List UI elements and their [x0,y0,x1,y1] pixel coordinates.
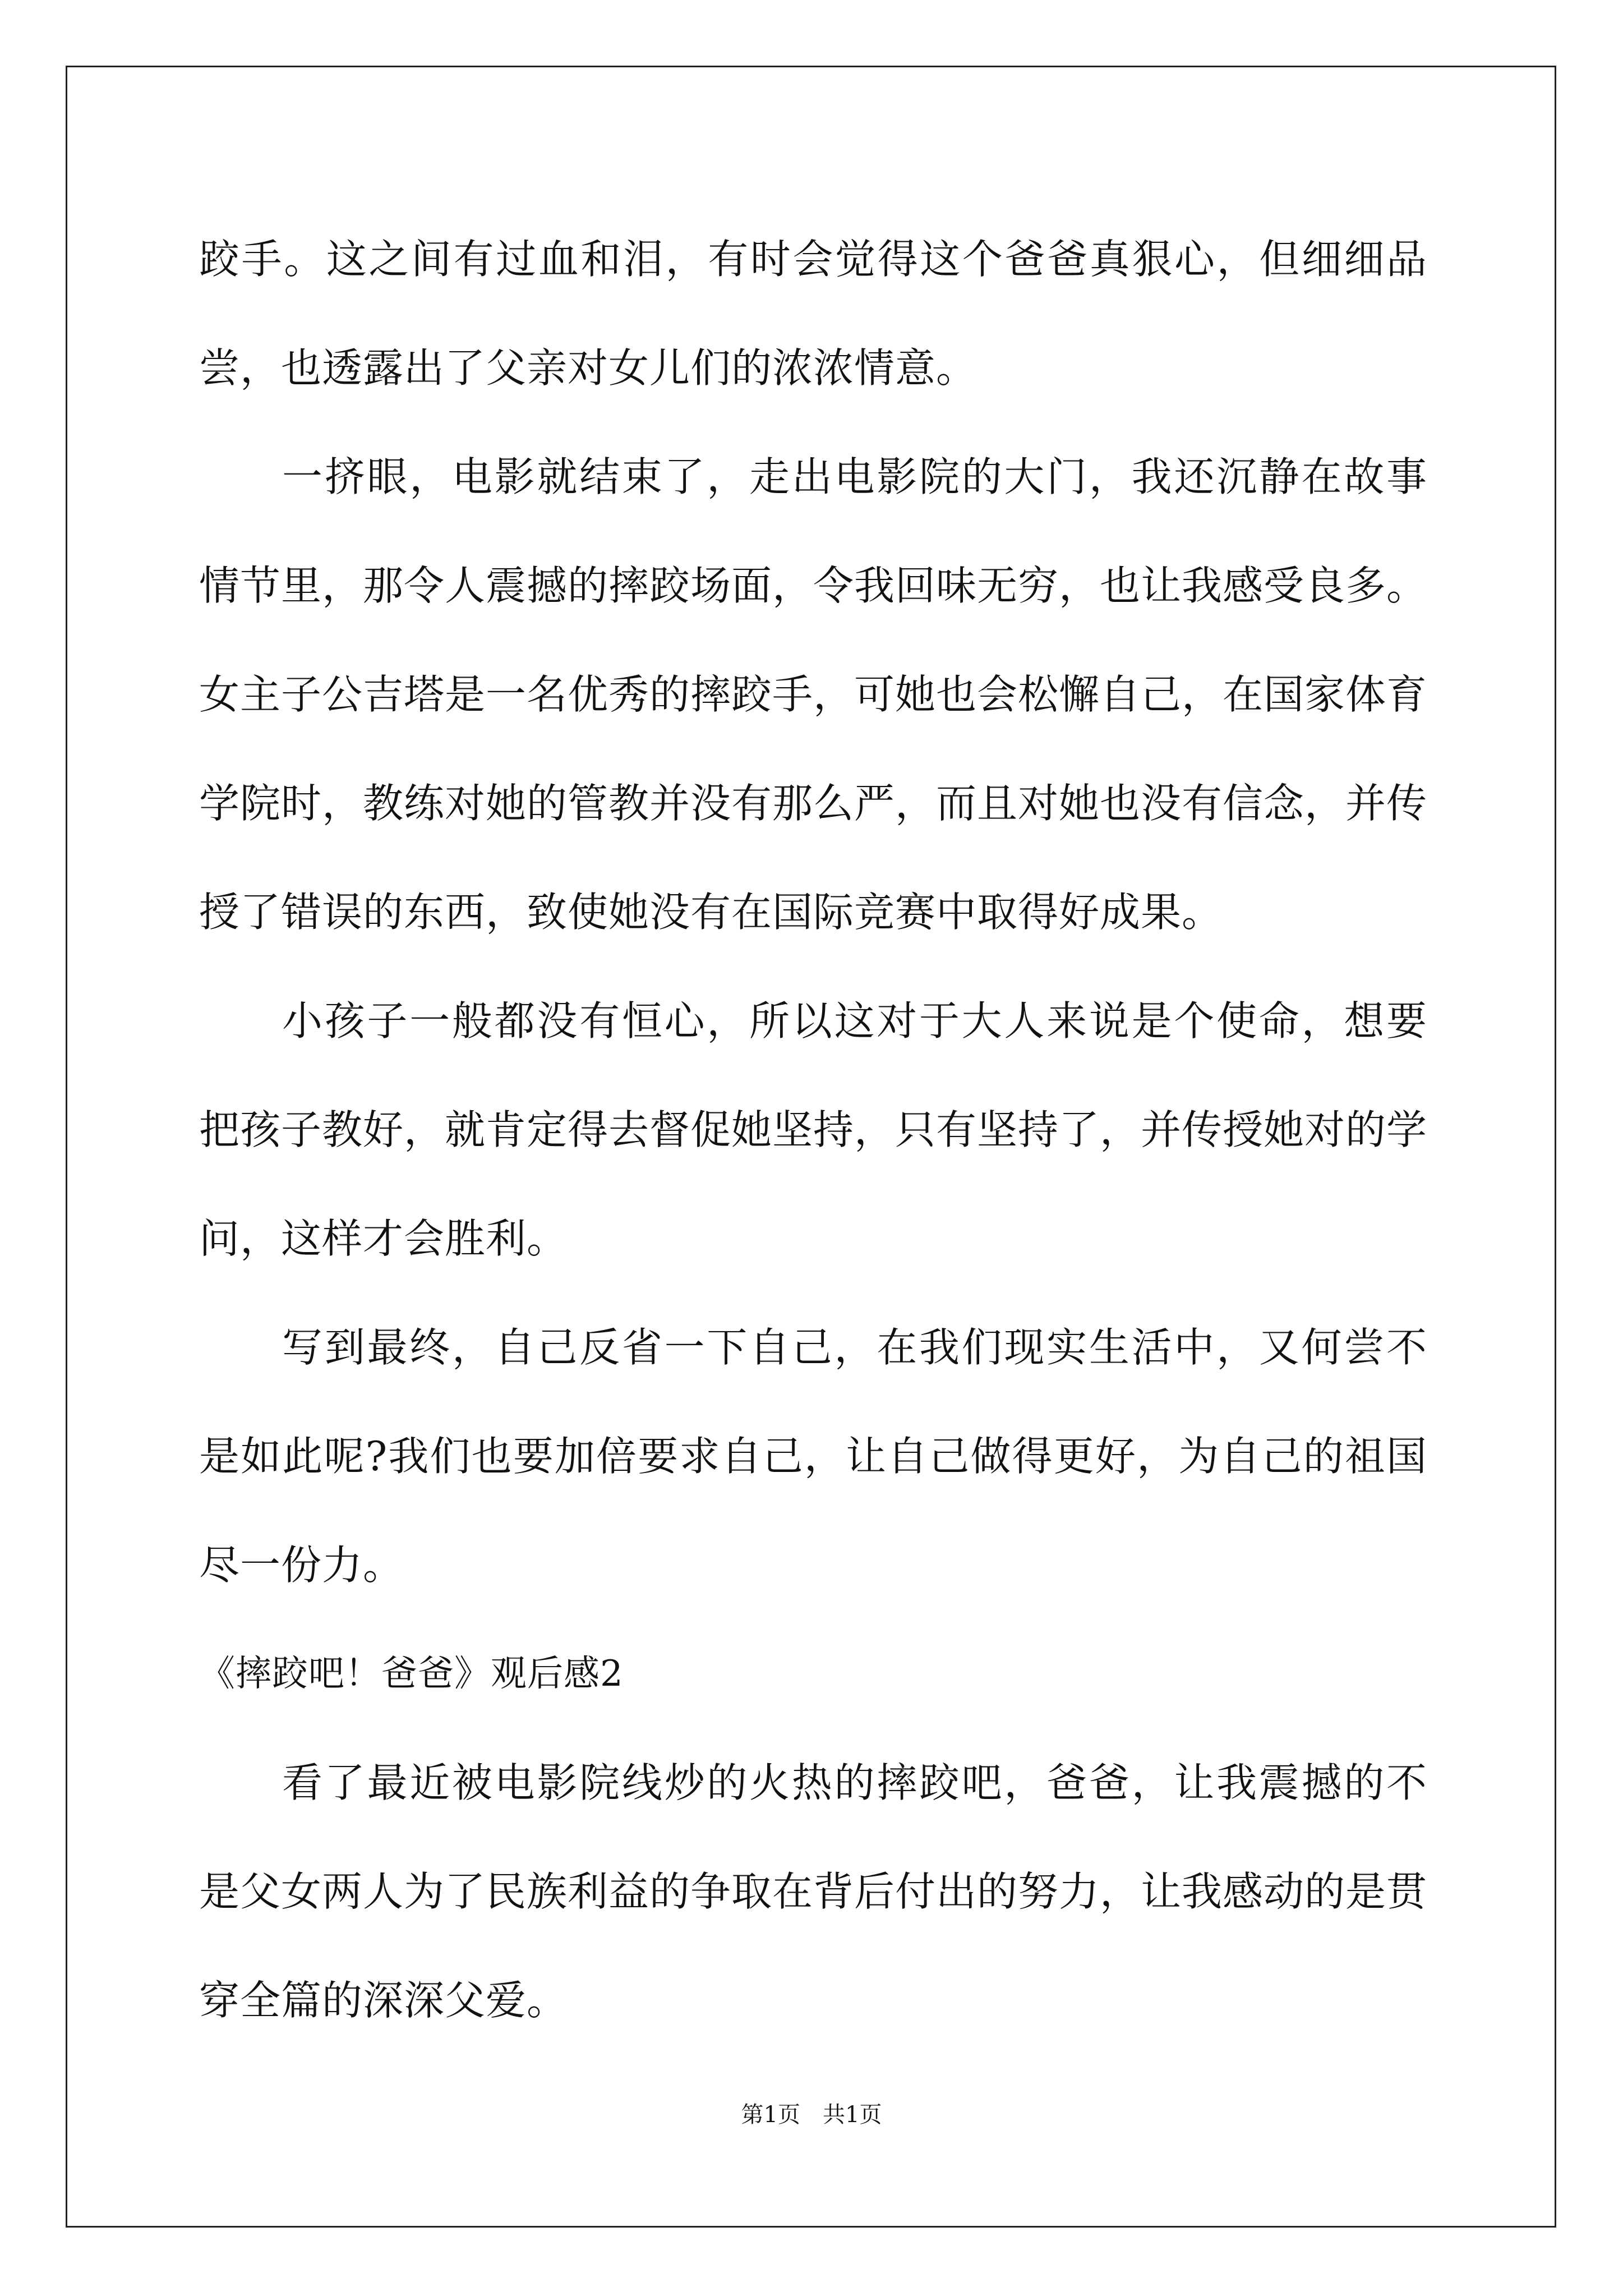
paragraph: 小孩子一般都没有恒心，所以这对于大人来说是个使命，想要把孩子教好，就肯定得去督促她坚持，只有坚持了，并传授她对的学问，这样才会胜利。 [199,997,1428,1262]
section-heading: 《摔跤吧！爸爸》观后感2 [199,1653,624,1695]
paragraph: 跤手。这之间有过血和泪，有时会觉得这个爸爸真狠心，但细细品尝，也透露出了父亲对女儿们的浓浓情意。 [199,236,1427,392]
page-total: 共1页 [823,2102,882,2128]
paragraph: 写到最终，自己反省一下自己，在我们现实生活中，又何尝不是如此呢?我们也要加倍要求自己，让自己做得更好，为自己的祖国尽一份力。 [199,1324,1427,1589]
paragraph: 一挤眼，电影就结束了，走出电影院的大门，我还沉静在故事情节里，那令人震撼的摔跤场面，令我回味无穷，也让我感受良多。女主子公吉塔是一名优秀的摔跤手，可她也会松懈自己，在国家体育学院时，教练对她的管教并没有那么严，而且对她也没有信念，并传授了错误的东西，致使她没有在国际竞赛中取得好成果。 [199,453,1428,936]
paragraph: 看了最近被电影院线炒的火热的摔跤吧，爸爸，让我震撼的不是父女两人为了民族利益的争取在背后付出的努力，让我感动的是贯穿全篇的深深父爱。 [199,1759,1428,2024]
document-body [199,205,1427,2055]
page-footer [0,2099,1623,2131]
page-number: 第1页 [741,2102,800,2128]
